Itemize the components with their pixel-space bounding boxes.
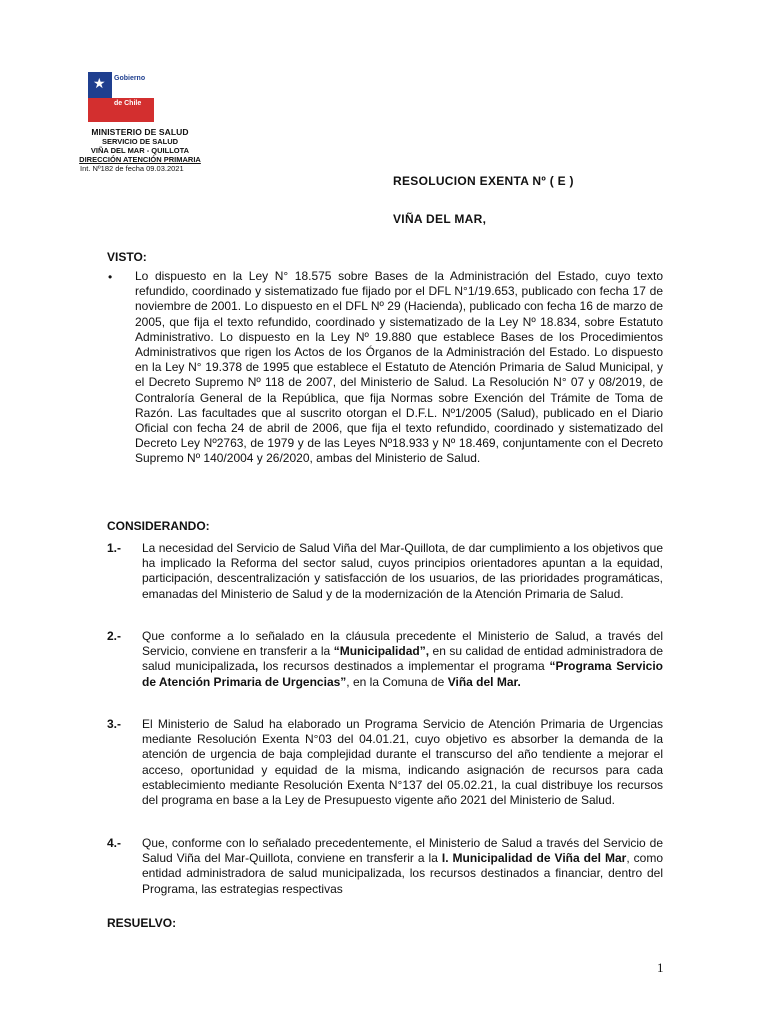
resuelvo-heading: RESUELVO: <box>107 916 177 930</box>
item-1-text: La necesidad del Servicio de Salud Viña del Mar-Quillota, de dar cumplimiento a los objetivos que ha implicado la Reforma del sector salud, cuyos principios orientadores apuntan a la equidad, participación, descentralización y satisfacción de los usuarios, de las prioridades programáticas, emanadas del Ministerio de Salud y de la modernización de la Atención Primaria de Salud. <box>142 541 663 601</box>
service-region: VIÑA DEL MAR - QUILLOTA <box>90 146 190 155</box>
item-2-number: 2.- <box>107 629 122 643</box>
resolution-title: RESOLUCION EXENTA Nº ( E ) <box>393 174 574 188</box>
logo-text-line1: Gobierno <box>114 75 146 82</box>
item-3-text: El Ministerio de Salud ha elaborado un Programa Servicio de Atención Primaria de Urgencias mediante Resolución Exenta N°03 del 04.01.21, cuyo objetivo es absorber la demanda de la atención de urgencia de baja complejidad durante el transcurso del año tendiente a mejorar el acceso, oportunidad y equidad de la misma, indicando asignación de recursos para cada establecimiento mediante Resolución Exenta N°137 del 05.02.21, la cual distribuye los recursos del programa en base a la Ley de Presupuesto vigente año 2021 del Ministerio de Salud. <box>142 717 663 808</box>
direction-name: DIRECCIÓN ATENCIÓN PRIMARIA <box>79 155 201 164</box>
item-2-text: Que conforme a lo señalado en la cláusula precedente el Ministerio de Salud, a través del Servicio, conviene en transferir a la “Municipalidad”, en su calidad de entidad administradora de salud municipalizada, los recursos destinados a implementar el programa “Programa Servicio de Atención Primaria de Urgencias”, en la Comuna de Viña del Mar. <box>142 629 663 689</box>
resolution-city: VIÑA DEL MAR, <box>393 212 487 226</box>
item-4-number: 4.- <box>107 836 122 850</box>
logo-text-line2: de Chile <box>114 100 142 107</box>
gobierno-de-chile-logo <box>88 72 154 122</box>
service-name: SERVICIO DE SALUD <box>101 137 179 146</box>
item-4-text: Que, conforme con lo señalado precedentemente, el Ministerio de Salud a través del Servicio de Salud Viña del Mar-Quillota, conviene en transferir a la I. Municipalidad de Viña del Mar, como entidad administradora de salud municipalizada, los recursos destinados a financiar, dentro del Programa, las estrategias respectivas <box>142 836 663 896</box>
ministry-name: MINISTERIO DE SALUD <box>91 127 189 137</box>
visto-paragraph: Lo dispuesto en la Ley N° 18.575 sobre Bases de la Administración del Estado, cuyo texto refundido, coordinado y sistematizado fue fijado por el DFL N°1/19.653, publicado con fecha 17 de noviembre de 2001. Lo dispuesto en el DFL Nº 29 (Hacienda), publicado con fecha 16 de marzo de 2005, que fija el texto refundido, coordinado y sistematizado de la Ley Nº 18.834, sobre Estatuto Administrativo. Lo dispuesto en la Ley Nº 19.880 que establece Bases de los Procedimientos Administrativos que rigen los Actos de los Órganos de la Administración del Estado. Lo dispuesto en la Ley N° 19.378 de 1995 que establece el Estatuto de Atención Primaria de Salud Municipal, y el Decreto Supremo Nº 118 de 2007, del Ministerio de Salud. La Resolución N° 07 y 08/2019, de Contraloría General de la República, que fija Normas sobre Exención del Trámite de Toma de Razón. Las facultades que al suscrito otorgan el D.F.L. Nº1/2005 (Salud), publicado en el Diario Oficial con fecha 24 de abril de 2006, que fija el texto refundido, coordinado y sistematizado del Decreto Ley Nº2763, de 1979 y de las Leyes Nº18.933 y Nº 18.469, conjuntamente con el Decreto Supremo Nº 140/2004 y 26/2020, ambas del Ministerio de Salud. <box>135 269 663 466</box>
bullet-icon: • <box>108 270 113 284</box>
considerando-heading: CONSIDERANDO: <box>107 519 210 533</box>
page-number: 1 <box>657 960 664 975</box>
internal-reference: Int. Nº182 de fecha 09.03.2021 <box>80 164 184 173</box>
issuer-header <box>60 127 220 174</box>
visto-heading: VISTO: <box>107 250 147 264</box>
star-icon: ★ <box>93 75 106 91</box>
item-3-number: 3.- <box>107 717 122 731</box>
item-1-number: 1.- <box>107 541 122 555</box>
